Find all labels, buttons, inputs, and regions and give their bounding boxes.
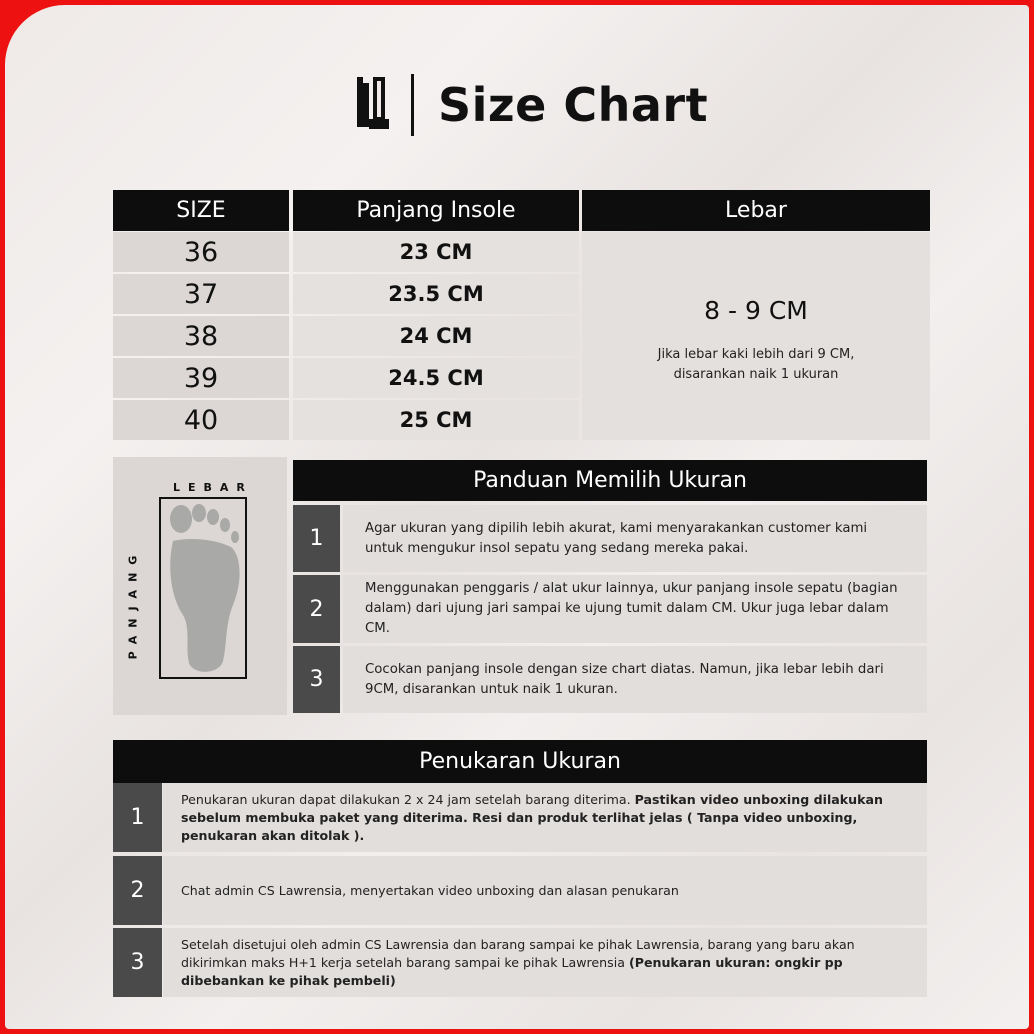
exchange-step-text	[163, 928, 927, 997]
exchange-step-text-bold: (Penukaran ukuran: ongkir pp dibebankan ke pihak pembeli)	[181, 954, 843, 988]
page-background	[5, 5, 1029, 1029]
size-cell: 38	[113, 316, 289, 356]
size-cell: 40	[113, 400, 289, 440]
width-note-line: Jika lebar kaki lebih dari 9 CM,	[657, 346, 855, 362]
length-cell: 25 CM	[293, 400, 579, 440]
width-value: 8 - 9 CM	[704, 295, 808, 325]
length-cell: 24.5 CM	[293, 358, 579, 398]
exchange-step-text-plain: Setelah disetujui oleh admin CS Lawrensia dan barang sampai ke pihak Lawrensia, barang yang baru akan dikirimkan maks H+1 kerja setelah barang sampai ke pihak Lawrensia	[181, 936, 855, 970]
width-note-line: disarankan naik 1 ukuran	[673, 366, 839, 382]
size-cell: 39	[113, 358, 289, 398]
guide-step-number: 2	[293, 575, 340, 643]
exchange-step-text-plain: Chat admin CS Lawrensia, menyertakan video unboxing dan alasan penukaran	[181, 882, 679, 898]
exchange-step-number: 3	[113, 928, 162, 997]
footprint-icon	[159, 497, 247, 679]
length-cell: 24 CM	[293, 316, 579, 356]
page-title: Size Chart	[438, 78, 709, 132]
exchange-step-text	[163, 856, 927, 925]
exchange-step-number: 2	[113, 856, 162, 925]
guide-title: Panduan Memilih Ukuran	[293, 460, 927, 501]
guide-step-text: Agar ukuran yang dipilih lebih akurat, kami menyarakankan customer kami untuk mengukur insol sepatu yang sedang mereka pakai.	[343, 505, 927, 572]
page-header	[355, 73, 708, 137]
length-label: PANJANG	[126, 547, 140, 660]
exchange-step-number: 1	[113, 783, 162, 852]
column-header-size: SIZE	[113, 190, 289, 231]
size-cell: 37	[113, 274, 289, 314]
size-cell: 36	[113, 232, 289, 272]
exchange-title: Penukaran Ukuran	[113, 740, 927, 783]
width-note	[658, 345, 855, 385]
column-header-length: Panjang Insole	[293, 190, 579, 231]
length-cell: 23.5 CM	[293, 274, 579, 314]
width-cell	[582, 232, 930, 440]
guide-step-number: 3	[293, 646, 340, 713]
guide-step-text: Cocokan panjang insole dengan size chart diatas. Namun, jika lebar lebih dari 9CM, disarankan untuk naik 1 ukuran.	[343, 646, 927, 713]
exchange-step-text-plain: Penukaran ukuran dapat dilakukan 2 x 24 jam setelah barang diterima.	[181, 791, 635, 807]
width-label: LEBAR	[173, 481, 253, 494]
header-divider	[411, 74, 414, 136]
brand-logo-icon	[355, 75, 391, 135]
foot-diagram	[113, 457, 287, 715]
guide-step-number: 1	[293, 505, 340, 572]
exchange-step-text	[163, 783, 927, 852]
column-header-width: Lebar	[582, 190, 930, 231]
exchange-step-text-bold: Pastikan video unboxing dilakukan sebelum membuka paket yang diterima. Resi dan produk terlihat jelas ( Tanpa video unboxing, penukaran akan ditolak ).	[181, 791, 883, 843]
length-cell: 23 CM	[293, 232, 579, 272]
guide-step-text: Menggunakan penggaris / alat ukur lainnya, ukur panjang insole sepatu (bagian dalam) dari ujung jari sampai ke ujung tumit dalam CM. Ukur juga lebar dalam CM.	[343, 575, 927, 643]
